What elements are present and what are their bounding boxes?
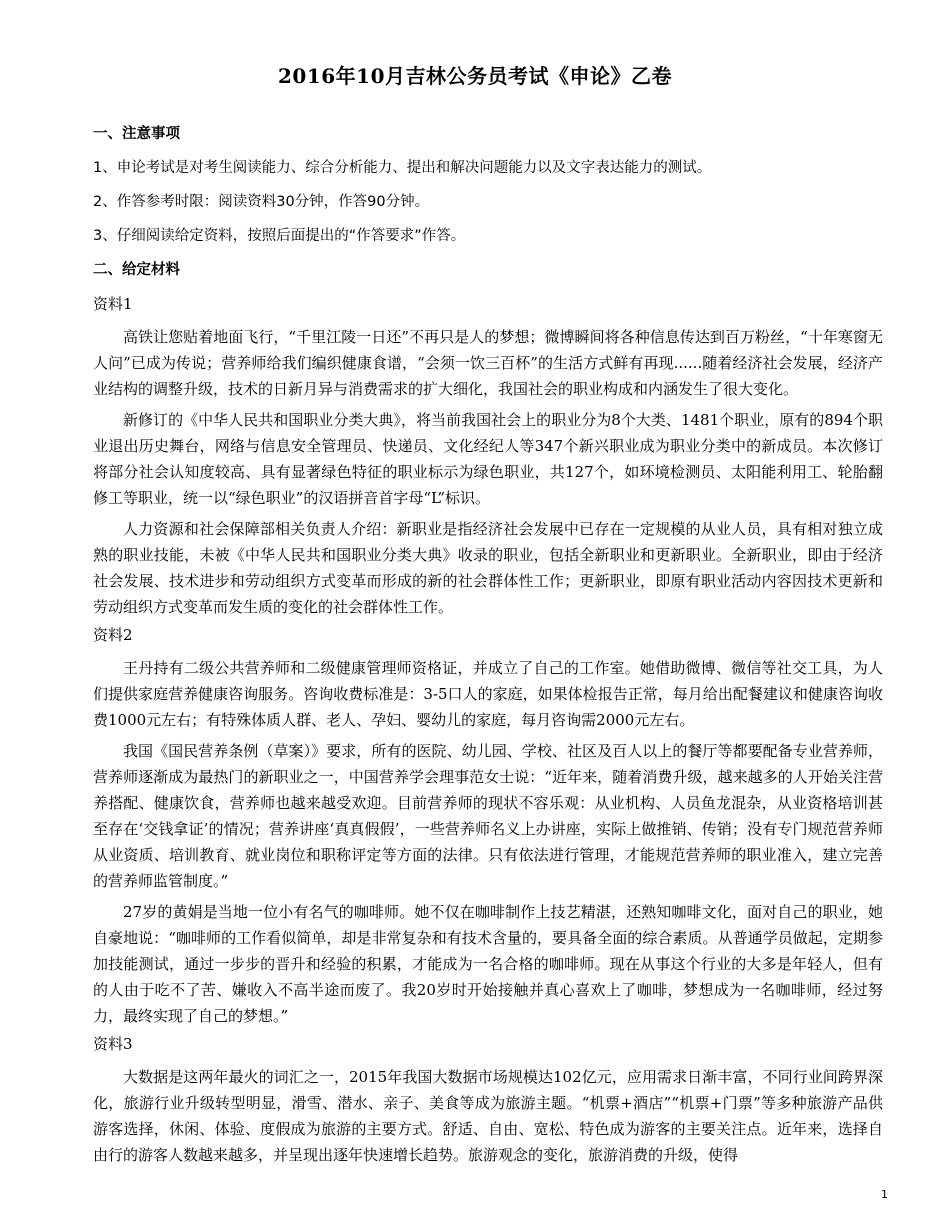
material-1-paragraph-1: 高铁让您贴着地面飞行，“千里江陵一日还”不再只是人的梦想；微博瞬间将各种信息传达到百万粉丝，“十年寒窗无人问”已成为传说；营养师给我们编织健康食谱，“会须一饮三百杯”的生活方式鲜有再现......随着经济社会发展，经济产业结构的调整升级，技术的日新月异与消费需求的扩大细化，我国社会的职业构成和内涵发生了很大变化。	[93, 328, 883, 398]
material-3-label: 资料3	[93, 1035, 133, 1053]
material-2-paragraph-1: 王丹持有二级公共营养师和二级健康管理师资格证，并成立了自己的工作室。她借助微博、微信等社交工具，为人们提供家庭营养健康咨询服务。咨询收费标准是：3-5口人的家庭，如果体检报告正常，每月给出配餐建议和健康咨询收费1000元左右；有特殊体质人群、老人、孕妇、婴幼儿的家庭，每月咨询需2000元左右。	[93, 659, 883, 729]
material-2-paragraph-3: 27岁的黄娟是当地一位小有名气的咖啡师。她不仅在咖啡制作上技艺精湛，还熟知咖啡文化，面对自己的职业，她自豪地说：“咖啡师的工作看似简单，却是非常复杂和有技术含量的，要具备全面的综合素质。从普通学员做起，定期参加技能测试，通过一步步的晋升和经验的积累，才能成为一名合格的咖啡师。现在从事这个行业的大多是年轻人，但有的人由于吃不了苦、嫌收入不高半途而废了。我20岁时开始接触并真心喜欢上了咖啡，梦想成为一名咖啡师，经过努力，最终实现了自己的梦想。”	[93, 903, 883, 1025]
material-3-paragraph-1: 大数据是这两年最火的词汇之一，2015年我国大数据市场规模达102亿元，应用需求日渐丰富，不同行业间跨界深化，旅游行业升级转型明显，滑雪、潜水、亲子、美食等成为旅游主题。“机票+酒店”“机票+门票”等多种旅游产品供游客选择，休闲、体验、度假成为旅游的主要方式。舒适、自由、宽松、特色成为游客的主要关注点。近年来，选择自由行的游客人数越来越多，并呈现出逐年快速增长趋势。旅游观念的变化，旅游消费的升级，使得	[93, 1068, 883, 1164]
note-item-2: 2、作答参考时限：阅读资料30分钟，作答90分钟。	[93, 194, 430, 210]
section-heading-materials: 二、给定材料	[93, 262, 180, 278]
note-item-3: 3、仔细阅读给定资料，按照后面提出的“作答要求”作答。	[93, 228, 466, 244]
document-title: 2016年10月吉林公务员考试《申论》乙卷	[278, 64, 672, 88]
material-1-paragraph-3: 人力资源和社会保障部相关负责人介绍：新职业是指经济社会发展中已存在一定规模的从业人员，具有相对独立成熟的职业技能，未被《中华人民共和国职业分类大典》收录的职业，包括全新职业和更新职业。全新职业，即由于经济社会发展、技术进步和劳动组织方式变革而形成的新的社会群体性工作；更新职业，即原有职业活动内容因技术更新和劳动组织方式变革而发生质的变化的社会群体性工作。	[93, 520, 883, 616]
material-2-paragraph-2: 我国《国民营养条例（草案）》要求，所有的医院、幼儿园、学校、社区及百人以上的餐厅等都要配备专业营养师，营养师逐渐成为最热门的新职业之一，中国营养学会理事范女士说：“近年来，随着消费升级，越来越多的人开始关注营养搭配、健康饮食，营养师也越来越受欢迎。目前营养师的现状不容乐观：从业机构、人员鱼龙混杂，从业资格培训甚至存在‘交钱拿证’的情况；营养讲座‘真真假假’，一些营养师名义上办讲座，实际上做推销、传销；没有专门规范营养师从业资质、培训教育、就业岗位和职称评定等方面的法律。只有依法进行管理，才能规范营养师的职业准入，建立完善的营养师监管制度。”	[93, 742, 883, 890]
material-1-paragraph-2: 新修订的《中华人民共和国职业分类大典》，将当前我国社会上的职业分为8个大类、1481个职业，原有的894个职业退出历史舞台，网络与信息安全管理员、快递员、文化经纪人等347个新兴职业成为职业分类中的新成员。本次修订将部分社会认知度较高、具有显著绿色特征的职业标示为绿色职业，共127个，如环境检测员、太阳能利用工、轮胎翻修工等职业，统一以“绿色职业”的汉语拼音首字母“L”标识。	[93, 411, 883, 507]
document-body	[93, 124, 883, 1173]
page-number: 1	[881, 1188, 888, 1201]
material-1-label: 资料1	[93, 295, 133, 313]
note-item-1: 1、申论考试是对考生阅读能力、综合分析能力、提出和解决问题能力以及文字表达能力的测试。	[93, 160, 712, 176]
section-heading-notes: 一、注意事项	[93, 126, 180, 142]
material-2-label: 资料2	[93, 626, 133, 644]
